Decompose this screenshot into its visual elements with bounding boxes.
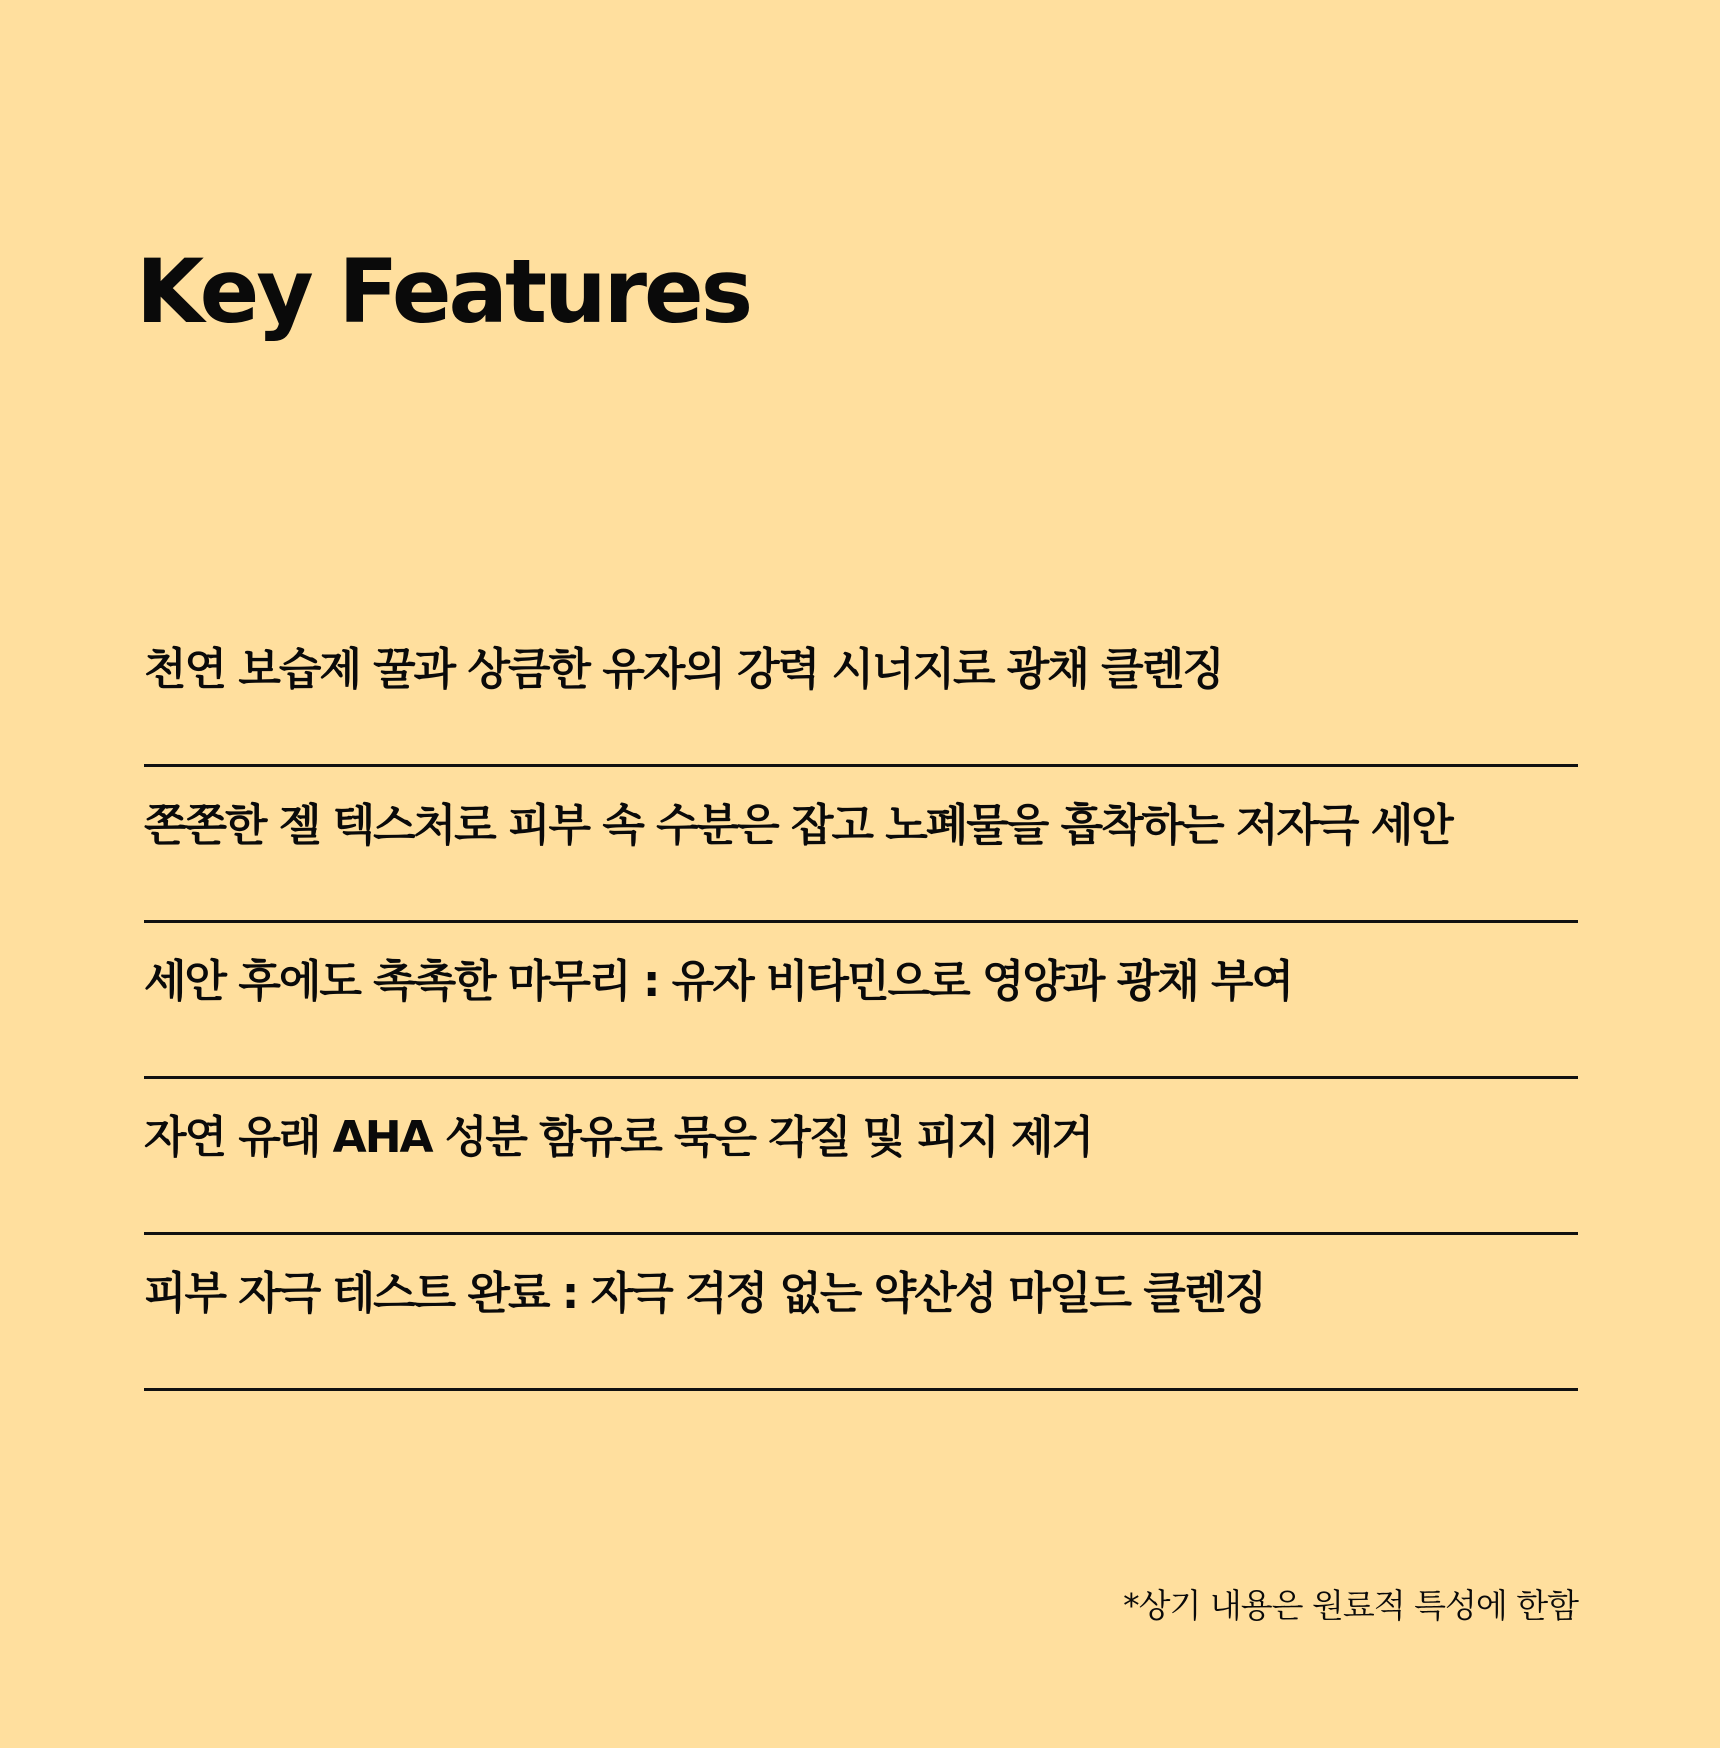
feature-list bbox=[144, 612, 1578, 1392]
feature-text: 자연 유래 AHA 성분 함유로 묵은 각질 및 피지 제거 bbox=[144, 1112, 1092, 1163]
feature-text: 천연 보습제 꿀과 상큼한 유자의 강력 시너지로 광채 클렌징 bbox=[144, 644, 1223, 695]
feature-item bbox=[144, 1080, 1578, 1235]
feature-item bbox=[144, 612, 1578, 767]
feature-text: 세안 후에도 촉촉한 마무리 : 유자 비타민으로 영양과 광채 부여 bbox=[144, 956, 1293, 1007]
feature-text: 쫀쫀한 젤 텍스처로 피부 속 수분은 잡고 노폐물을 흡착하는 저자극 세안 bbox=[144, 800, 1452, 851]
feature-item bbox=[144, 924, 1578, 1079]
feature-item bbox=[144, 768, 1578, 923]
feature-text: 피부 자극 테스트 완료 : 자극 걱정 없는 약산성 마일드 클렌징 bbox=[144, 1268, 1265, 1319]
footnote: *상기 내용은 원료적 특성에 한함 bbox=[1123, 1586, 1578, 1625]
page-title: Key Features bbox=[136, 240, 751, 343]
feature-item bbox=[144, 1236, 1578, 1391]
